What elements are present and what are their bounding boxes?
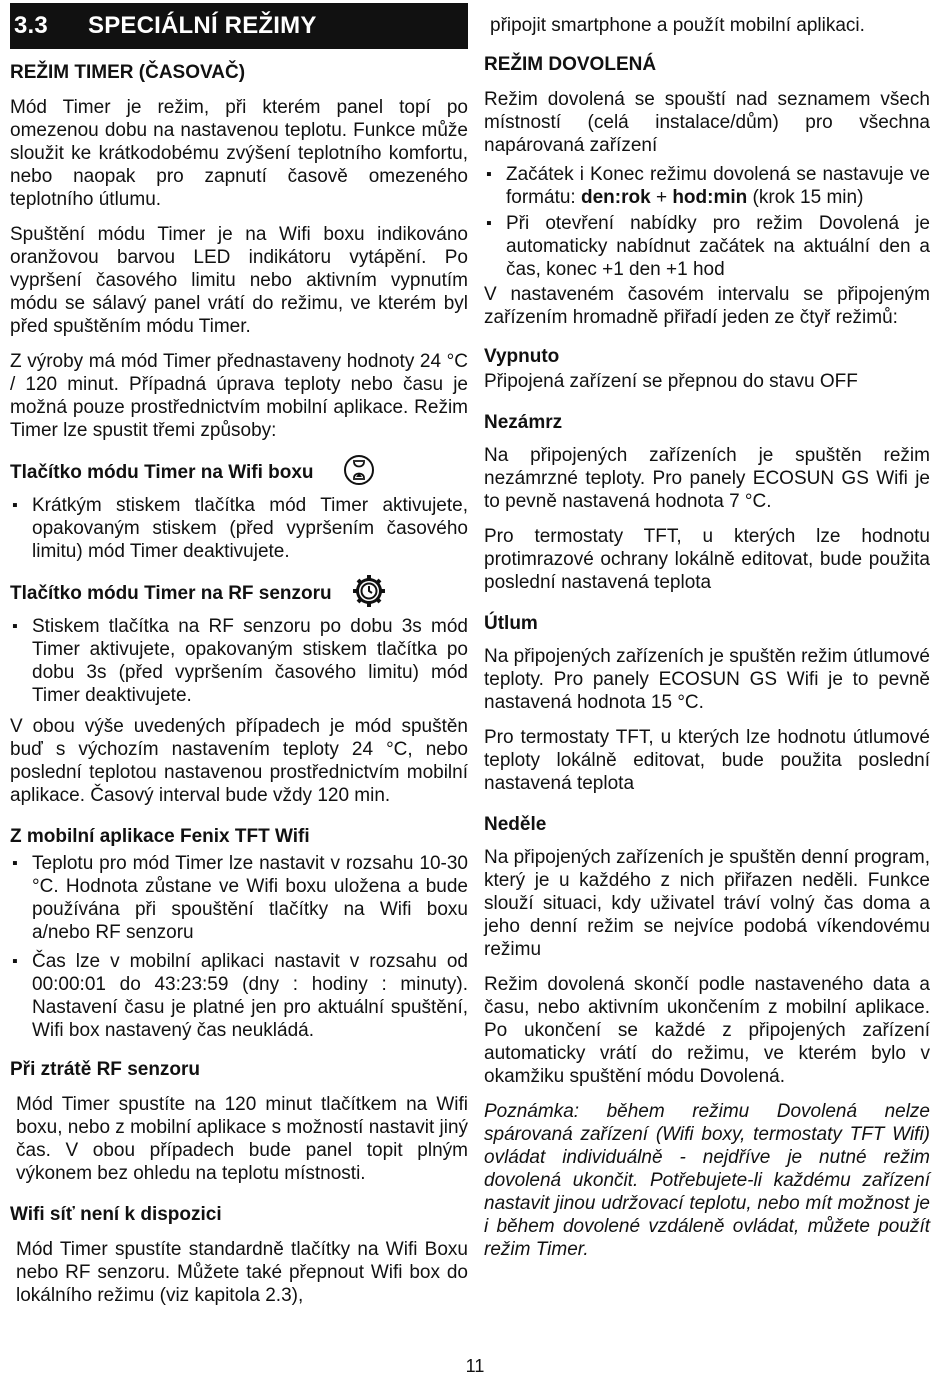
heading-frost: Nezámrz (484, 412, 563, 433)
list-text: + (650, 187, 673, 208)
paragraph: Na připojených zařízeních je spuštěn režim nezámrzné teploty. Pro panely ECOSUN GS Wifi je to pevně nastavená hodnota 7 °C. (484, 445, 930, 512)
note-paragraph: Poznámka: během režimu Dovolená nelze spárovaná zařízení (Wifi boxy, termostaty TFT Wifi) ovládat individuálně - nejdříve je nutné režim dovolená ukončit. Potřebujete-li každému zařízení nastavit jinou udržovací teplotu, nebo mít možnost je i během dovolené vzdáleně ovládat, můžete použít režim Timer. (484, 1101, 930, 1260)
paragraph: Připojená zařízení se přepnou do stavu OFF (484, 371, 858, 392)
format-hour-min: hod:min (672, 187, 748, 208)
list-item: ▪ Teplotu pro mód Timer lze nastavit v rozsahu 10-30 °C. Hodnota zůstane ve Wifi boxu uložena a bude používána při spouštění tlačítky na Wifi boxu a/nebo RF senzoru (10, 852, 468, 944)
left-column (10, 0, 468, 1307)
list-text: (krok 15 min) (747, 187, 864, 208)
section-header (10, 3, 468, 49)
hourglass-icon (342, 454, 376, 492)
heading-rf-sensor-button (10, 575, 468, 613)
heading-sunday: Neděle (484, 814, 547, 835)
heading-setback: Útlum (484, 613, 538, 634)
heading-mobile-app: Z mobilní aplikace Fenix TFT Wifi (10, 826, 310, 847)
heading-wifi-box-button (10, 454, 468, 492)
list-item: ▪ Stiskem tlačítka na RF senzoru po dobu 3s mód Timer aktivujete, opakovaným stiskem tlačítka po dobu 3s (před vypršením časového limitu) mód Timer deaktivujete. (10, 615, 468, 707)
heading-vacation-mode: REŽIM DOVOLENÁ (484, 54, 657, 75)
list-item (484, 163, 930, 209)
heading-text: Tlačítko módu Timer na Wifi boxu (10, 462, 314, 484)
paragraph: Spuštění módu Timer je na Wifi boxu indikováno oranžovou barvou LED indikátoru vytápění. Po vypršení časového limitu nebo aktivním vypnutím módu se sálavý panel vrátí do režimu, ve kterém byl před spuštěním módu Timer. (10, 224, 468, 337)
page-number: 11 (465, 1356, 485, 1376)
heading-rf-sensor-loss: Při ztrátě RF senzoru (10, 1059, 201, 1080)
paragraph: Režim dovolená skončí podle nastaveného data a času, nebo aktivním ukončením z mobilní aplikace. Po ukončení se každé z připojených zařízení automaticky vrátí do režimu, ve kterém bylo v okamžiku spuštění módu Dovolená. (484, 974, 930, 1087)
timer-gear-icon (352, 575, 386, 613)
heading-text: Tlačítko módu Timer na RF senzoru (10, 583, 332, 605)
heading-off: Vypnuto (484, 346, 560, 367)
format-day-year: den:rok (580, 187, 651, 208)
section-title: SPECIÁLNÍ REŽIMY (88, 12, 317, 39)
list-text: Začátek i Konec režimu dovolená se nastavuje ve formátu: (506, 164, 930, 208)
list-item: ▪ Při otevření nabídky pro režim Dovolená je automaticky nabídnut začátek na aktuální den a čas, konec +1 den +1 hod (484, 212, 930, 281)
right-column (484, 14, 930, 1261)
paragraph: Mód Timer spustíte standardně tlačítky na Wifi Boxu nebo RF senzoru. Můžete také přepnout Wifi box do lokálního režimu (viz kapitola 2.3), (16, 1239, 468, 1306)
heading-no-wifi: Wifi síť není k dispozici (10, 1204, 222, 1225)
paragraph: Na připojených zařízeních je spuštěn denní program, který je u každého z nich přiřazen neděli. Funkce slouží situaci, kdy uživatel tráví volný čas doma a jeho denní režim se nejvíce podobá víkendovému režimu (484, 847, 930, 960)
paragraph: V nastaveném časovém intervalu se připojeným zařízením hromadně přiřadí jeden ze čtyř režimů: (484, 284, 930, 328)
paragraph: Mód Timer je režim, při kterém panel topí po omezenou dobu na nastavenou teplotu. Funkce může sloužit ke krátkodobému zvýšení teplotního komfortu, nebo naopak pro zapnutí časově omezeného teplotního útlumu. (10, 97, 468, 210)
paragraph: Z výroby má mód Timer přednastaveny hodnoty 24 °C / 120 minut. Případná úprava teploty nebo času je možná pouze prostřednictvím mobilní aplikace. Režim Timer lze spustit třemi způsoby: (10, 351, 468, 441)
paragraph: Režim dovolená se spouští nad seznamem všech místností (celá instalace/dům) pro všechna napárovaná zařízení (484, 89, 930, 156)
paragraph: Pro termostaty TFT, u kterých lze hodnotu protimrazové ochrany lokálně editovat, bude použita poslední nastavená teplota (484, 526, 930, 593)
heading-timer-mode: REŽIM TIMER (ČASOVAČ) (10, 62, 246, 83)
section-number: 3.3 (14, 12, 48, 39)
paragraph: Na připojených zařízeních je spuštěn režim útlumové teploty. Pro panely ECOSUN GS Wifi je to pevně nastavená hodnota 15 °C. (484, 646, 930, 713)
list-item: ▪ Krátkým stiskem tlačítka mód Timer aktivujete, opakovaným stiskem (před vypršením časového limitu) mód Timer deaktivujete. (10, 494, 468, 563)
paragraph: připojit smartphone a použít mobilní aplikaci. (490, 15, 865, 36)
paragraph: Mód Timer spustíte na 120 minut tlačítkem na Wifi boxu, nebo z mobilní aplikace s možností nastavit jiný čas. V obou případech bude panel topit plným výkonem bez ohledu na teplotu místnosti. (16, 1094, 469, 1184)
list-item: ▪ Čas lze v mobilní aplikaci nastavit v rozsahu od 00:00:01 do 43:23:59 (dny : hodiny : minuty). Nastavení času je platné jen pro aktuální spuštění, Wifi box nastavený čas neukládá. (10, 950, 468, 1042)
paragraph: Pro termostaty TFT, u kterých lze hodnotu útlumové teploty lokálně editovat, bude použita poslední nastavená teplota (484, 727, 930, 794)
paragraph: V obou výše uvedených případech je mód spuštěn buď s výchozím nastavením teploty 24 °C, nebo poslední teplotou nastavenou prostřednictvím mobilní aplikace. Časový interval bude vždy 120 min. (10, 716, 468, 806)
